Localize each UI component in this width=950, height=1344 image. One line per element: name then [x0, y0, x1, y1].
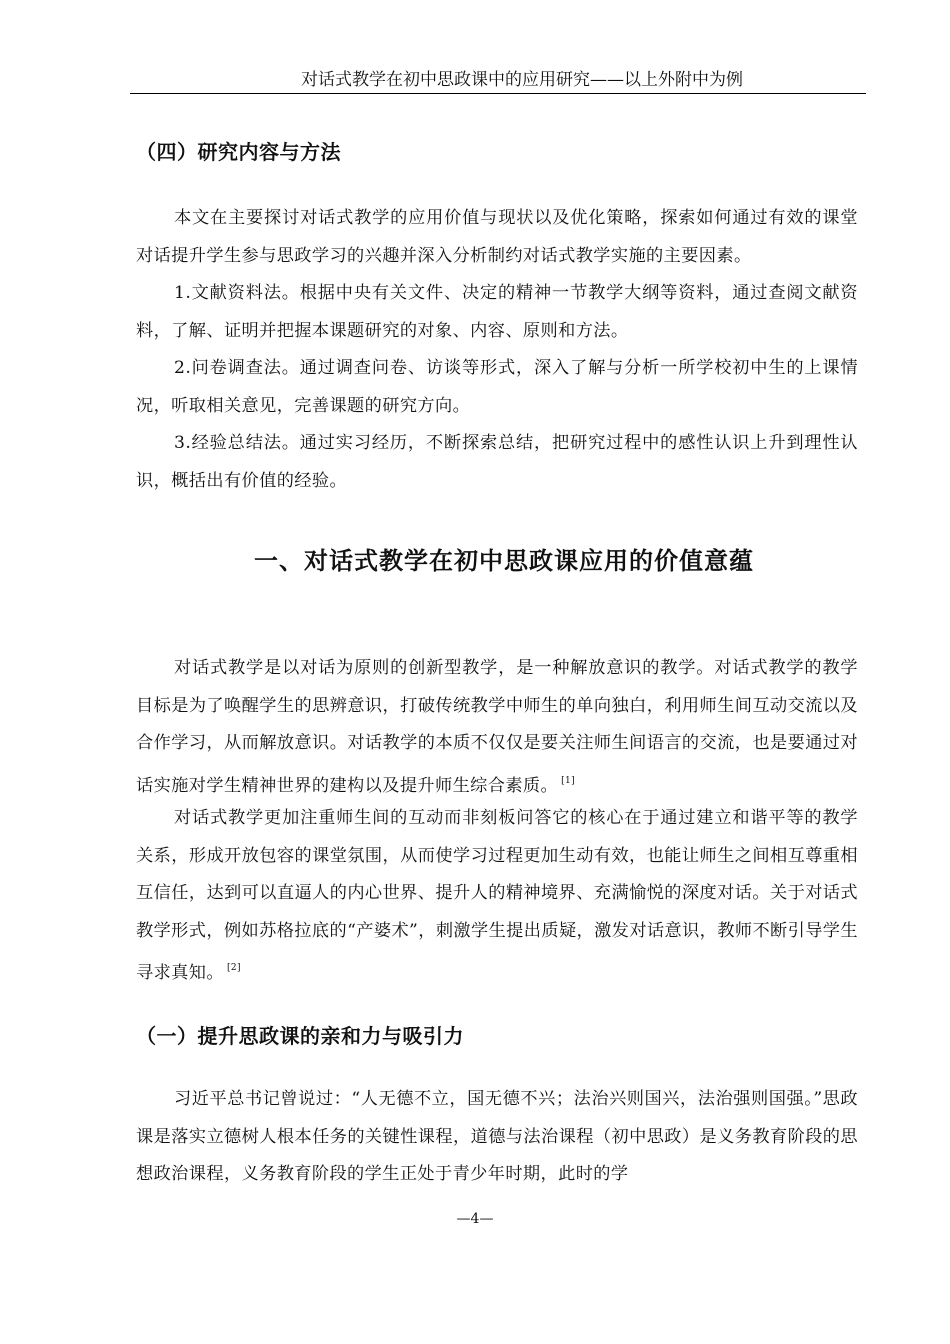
paragraph-dialogue-interaction [136, 800, 858, 993]
paragraph-xi-quote: 习近平总书记曾说过：“人无德不立，国无德不兴；法治兴则国兴，法治强则国强。”思政课是落实立德树人根本任务的关键性课程，道德与法治课程（初中思政）是义务教育阶段的思想政治课程，义务教育阶段的学生正处于青少年时期，此时的学 [136, 1089, 858, 1184]
paragraph-dialogue-definition [136, 650, 858, 805]
page-number: —4— [456, 1211, 494, 1227]
paragraph-method-survey: 2.问卷调查法。通过调查问卷、访谈等形式，深入了解与分析一所学校初中生的上课情况，听取相关意见，完善课题的研究方向。 [136, 358, 858, 416]
section-heading-research-content: （四）研究内容与方法 [136, 140, 341, 164]
paragraph-research-overview: 本文在主要探讨对话式教学的应用价值与现状以及优化策略，探索如何通过有效的课堂对话提升学生参与思政学习的兴趣并深入分析制约对话式教学实施的主要因素。 [136, 208, 858, 266]
running-header: 对话式教学在初中思政课中的应用研究——以上外附中为例 [301, 70, 743, 90]
paragraph-method-literature: 1.文献资料法。根据中央有关文件、决定的精神一节教学大纲等资料，通过查阅文献资料，了解、证明并把握本课题研究的对象、内容、原则和方法。 [136, 283, 858, 341]
citation-2: [2] [226, 963, 241, 973]
citation-1: [1] [561, 775, 576, 786]
header-divider [130, 93, 866, 94]
paragraph-text: 对话式教学是以对话为原则的创新型教学，是一种解放意识的教学。对话式教学的教学目标是为了唤醒学生的思辨意识，打破传统教学中师生的单向独白，利用师生间互动交流以及合作学习，从而解放意识。对话教学的本质不仅仅是要关注师生间语言的交流，也是要通过对话实施对学生精神世界的建构以及提升师生综合素质。 [136, 658, 858, 796]
paragraph-method-experience: 3.经验总结法。通过实习经历，不断探索总结，把研究过程中的感性认识上升到理性认识，概括出有价值的经验。 [136, 433, 858, 491]
chapter-heading: 一、对话式教学在初中思政课应用的价值意蕴 [254, 547, 754, 575]
paragraph-text: 对话式教学更加注重师生间的互动而非刻板问答它的核心在于通过建立和谐平等的教学关系，形成开放包容的课堂氛围，从而使学习过程更加生动有效，也能让师生之间相互尊重相互信任，达到可以直逼人的内心世界、提升人的精神境界、充满愉悦的深度对话。关于对话式教学形式，例如苏格拉底的“产婆术”，刺激学生提出质疑，激发对话意识，教师不断引导学生寻求真知。 [136, 808, 858, 983]
section-heading-affinity: （一）提升思政课的亲和力与吸引力 [136, 1024, 464, 1048]
